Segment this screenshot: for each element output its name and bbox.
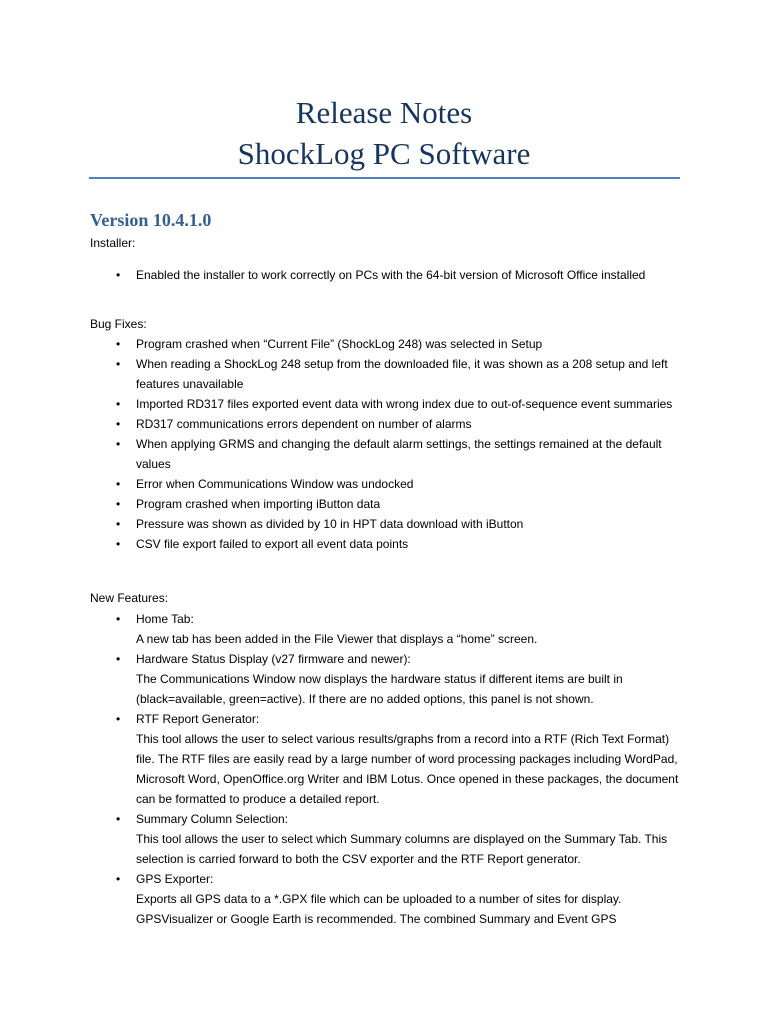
- list-item-text: Program crashed when importing iButton data: [136, 497, 381, 511]
- list-item: [90, 869, 690, 929]
- document-subtitle: ShockLog PC Software: [237, 136, 531, 171]
- bullet-icon: •: [116, 337, 121, 351]
- feature-body: This tool allows the user to select which Summary columns are displayed on the Summary Tab. This selection is carried forward to both the CSV exporter and the RTF Report generator.: [136, 832, 668, 866]
- bullet-icon: •: [116, 872, 121, 886]
- list-item: [90, 265, 690, 285]
- bullet-icon: •: [116, 517, 121, 531]
- bullet-icon: •: [116, 397, 121, 411]
- installer-list: [90, 265, 690, 285]
- bullet-icon: •: [116, 652, 121, 666]
- new-features-list: [90, 609, 690, 929]
- bullet-icon: •: [116, 437, 121, 451]
- bullet-icon: •: [116, 612, 121, 626]
- list-item-text: Enabled the installer to work correctly on PCs with the 64-bit version of Microsoft Office installed: [136, 268, 646, 282]
- list-item-text: When reading a ShockLog 248 setup from the downloaded file, it was shown as a 208 setup and left features unavailable: [136, 357, 668, 391]
- feature-body: This tool allows the user to select various results/graphs from a record into a RTF (Rich Text Format) file. The RTF files are easily read by a large number of word processing packages including WordPad, Microsoft Word, OpenOffice.org Writer and IBM Lotus. Once opened in these packages, the document can be formatted to produce a detailed report.: [136, 732, 679, 806]
- list-item-text: Imported RD317 files exported event data with wrong index due to out-of-sequence event summaries: [136, 397, 673, 411]
- list-item: [90, 434, 690, 474]
- list-item: [90, 494, 690, 514]
- new-features-label: New Features:: [90, 591, 169, 605]
- list-item-text: Pressure was shown as divided by 10 in HPT data download with iButton: [136, 517, 524, 531]
- feature-heading: Summary Column Selection:: [136, 812, 289, 826]
- list-item: [90, 394, 690, 414]
- bullet-icon: •: [116, 537, 121, 551]
- list-item-text: Error when Communications Window was undocked: [136, 477, 414, 491]
- feature-body: The Communications Window now displays the hardware status if different items are built in (black=available, green=active). If there are no added options, this panel is not shown.: [136, 672, 623, 706]
- bullet-icon: •: [116, 497, 121, 511]
- list-item: [90, 649, 690, 709]
- bullet-icon: •: [116, 477, 121, 491]
- list-item: [90, 709, 690, 809]
- list-item: [90, 414, 690, 434]
- feature-heading: Home Tab:: [136, 612, 194, 626]
- bug-fixes-label: Bug Fixes:: [90, 317, 147, 331]
- list-item-text: RD317 communications errors dependent on number of alarms: [136, 417, 472, 431]
- list-item: [90, 334, 690, 354]
- list-item: [90, 354, 690, 394]
- feature-body: Exports all GPS data to a *.GPX file which can be uploaded to a number of sites for display. GPSVisualizer or Google Earth is recommended. The combined Summary and Event GPS: [136, 892, 622, 926]
- list-item: [90, 514, 690, 534]
- list-item: [90, 474, 690, 494]
- list-item-text: CSV file export failed to export all event data points: [136, 537, 409, 551]
- version-heading: Version 10.4.1.0: [90, 210, 212, 230]
- bullet-icon: •: [116, 357, 121, 371]
- bullet-icon: •: [116, 712, 121, 726]
- title-divider: [89, 177, 680, 179]
- list-item: [90, 534, 690, 554]
- bug-fixes-list: [90, 334, 690, 554]
- feature-heading: GPS Exporter:: [136, 872, 214, 886]
- bullet-icon: •: [116, 268, 121, 282]
- list-item-text: When applying GRMS and changing the default alarm settings, the settings remained at the default values: [136, 437, 662, 471]
- document-title: Release Notes: [295, 95, 473, 130]
- installer-label: Installer:: [90, 236, 136, 250]
- list-item: [90, 809, 690, 869]
- feature-heading: RTF Report Generator:: [136, 712, 260, 726]
- list-item: [90, 609, 690, 649]
- list-item-text: Program crashed when “Current File” (ShockLog 248) was selected in Setup: [136, 337, 543, 351]
- bullet-icon: •: [116, 417, 121, 431]
- bullet-icon: •: [116, 812, 121, 826]
- feature-heading: Hardware Status Display (v27 firmware and newer):: [136, 652, 411, 666]
- feature-body: A new tab has been added in the File Viewer that displays a “home” screen.: [136, 632, 538, 646]
